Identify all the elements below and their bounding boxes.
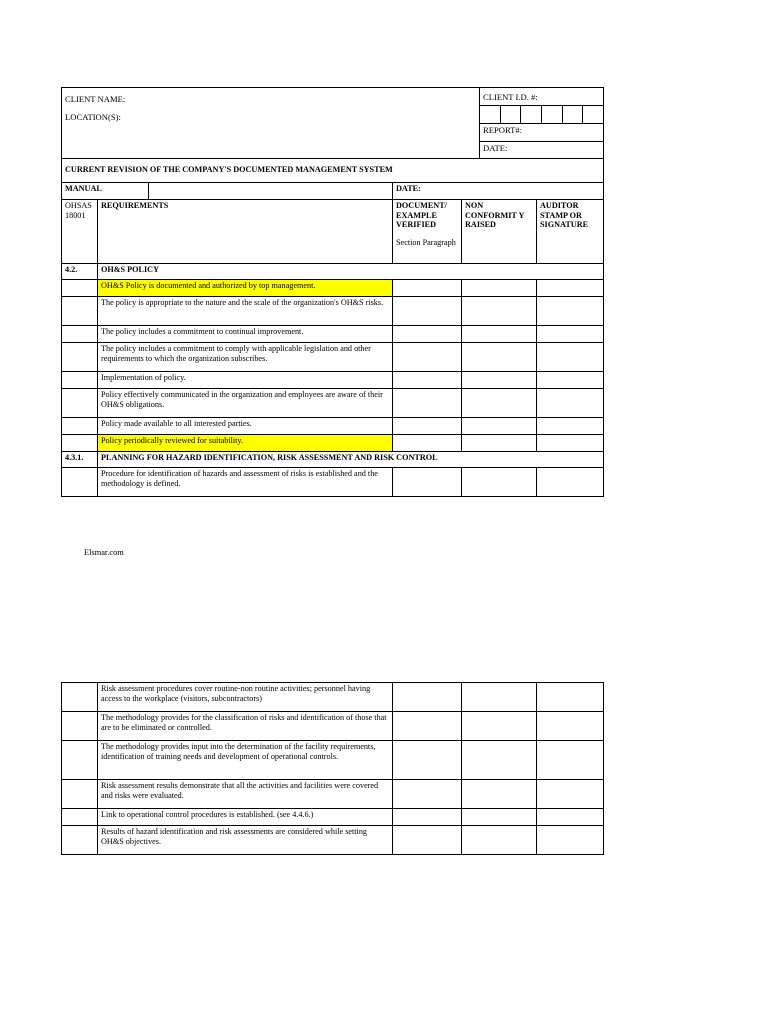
- client-id-boxes: [480, 105, 603, 123]
- requirement-item: The policy is appropriate to the nature and the scale of the organization's OH&S risks.: [98, 297, 393, 326]
- location-label: LOCATION(S):: [65, 112, 121, 122]
- footer-text: Elsmar.com: [84, 548, 124, 557]
- col-document-title: DOCUMENT/ EXAMPLE VERIFIED: [396, 201, 447, 230]
- requirements-table-continued: [61, 682, 604, 855]
- manual-date-label: DATE:: [393, 183, 604, 200]
- col-section-subtitle: Section Paragraph: [396, 237, 456, 247]
- section-title: PLANNING FOR HAZARD IDENTIFICATION, RISK ASSESSMENT AND RISK CONTROL: [98, 452, 604, 468]
- revision-title: CURRENT REVISION OF THE COMPANY'S DOCUMENTED MANAGEMENT SYSTEM: [62, 159, 604, 183]
- section-number: 4.3.1.: [62, 452, 98, 468]
- requirements-table: [61, 158, 604, 497]
- section-title: OH&S POLICY: [98, 264, 604, 280]
- requirement-item: Procedure for identification of hazards and assessment of risks is established and the methodology is defined.: [98, 468, 393, 497]
- requirement-item: Risk assessment procedures cover routine-non routine activities; personnel having access to the workplace (visitors, subcontractors): [98, 683, 393, 712]
- requirement-item: Link to operational control procedures is established. (see 4.4.6.): [98, 809, 393, 826]
- col-ohsas-header: OHSAS 18001: [62, 200, 98, 264]
- requirement-item: Policy made available to all interested parties.: [98, 418, 393, 435]
- client-id-cell: [480, 88, 604, 124]
- requirement-item: The methodology provides for the classification of risks and identification of those that are to be eliminated or controlled.: [98, 712, 393, 741]
- requirement-item: The policy includes a commitment to continual improvement.: [98, 326, 393, 343]
- requirement-item: Results of hazard identification and risk assessments are considered while setting OH&S objectives.: [98, 826, 393, 855]
- requirement-item: OH&S Policy is documented and authorized by top management.: [98, 280, 393, 297]
- requirement-item: Policy periodically reviewed for suitability.: [98, 435, 393, 452]
- manual-value-cell: [149, 183, 393, 200]
- requirement-item: The policy includes a commitment to comply with applicable legislation and other requirements to which the organization subscribes.: [98, 343, 393, 372]
- report-label: REPORT#:: [483, 125, 523, 135]
- report-number-cell: [480, 124, 604, 142]
- blank-cell: [62, 280, 98, 297]
- client-info-cell: [62, 88, 480, 159]
- date-cell: [480, 142, 604, 159]
- date-label: DATE:: [483, 143, 508, 153]
- manual-label: MANUAL: [62, 183, 149, 200]
- section-number: 4.2.: [62, 264, 98, 280]
- requirement-item: The methodology provides input into the determination of the facility requirements, identification of training needs and development of operational controls.: [98, 741, 393, 780]
- col-document-header: [393, 200, 462, 264]
- col-auditor-header: AUDITOR STAMP OR SIGNATURE: [537, 200, 604, 264]
- client-id-label: CLIENT I.D. #:: [483, 92, 538, 102]
- client-name-label: CLIENT NAME:: [65, 94, 126, 104]
- requirement-item: Policy effectively communicated in the organization and employees are aware of their OH&S obligations.: [98, 389, 393, 418]
- requirement-item: Risk assessment results demonstrate that all the activities and facilities were covered and risks were evaluated.: [98, 780, 393, 809]
- col-nonconformity-header: NON CONFORMIT Y RAISED: [462, 200, 537, 264]
- client-header-table: [61, 87, 604, 159]
- requirement-item: Implementation of policy.: [98, 372, 393, 389]
- col-requirements-header: REQUIREMENTS: [98, 200, 393, 264]
